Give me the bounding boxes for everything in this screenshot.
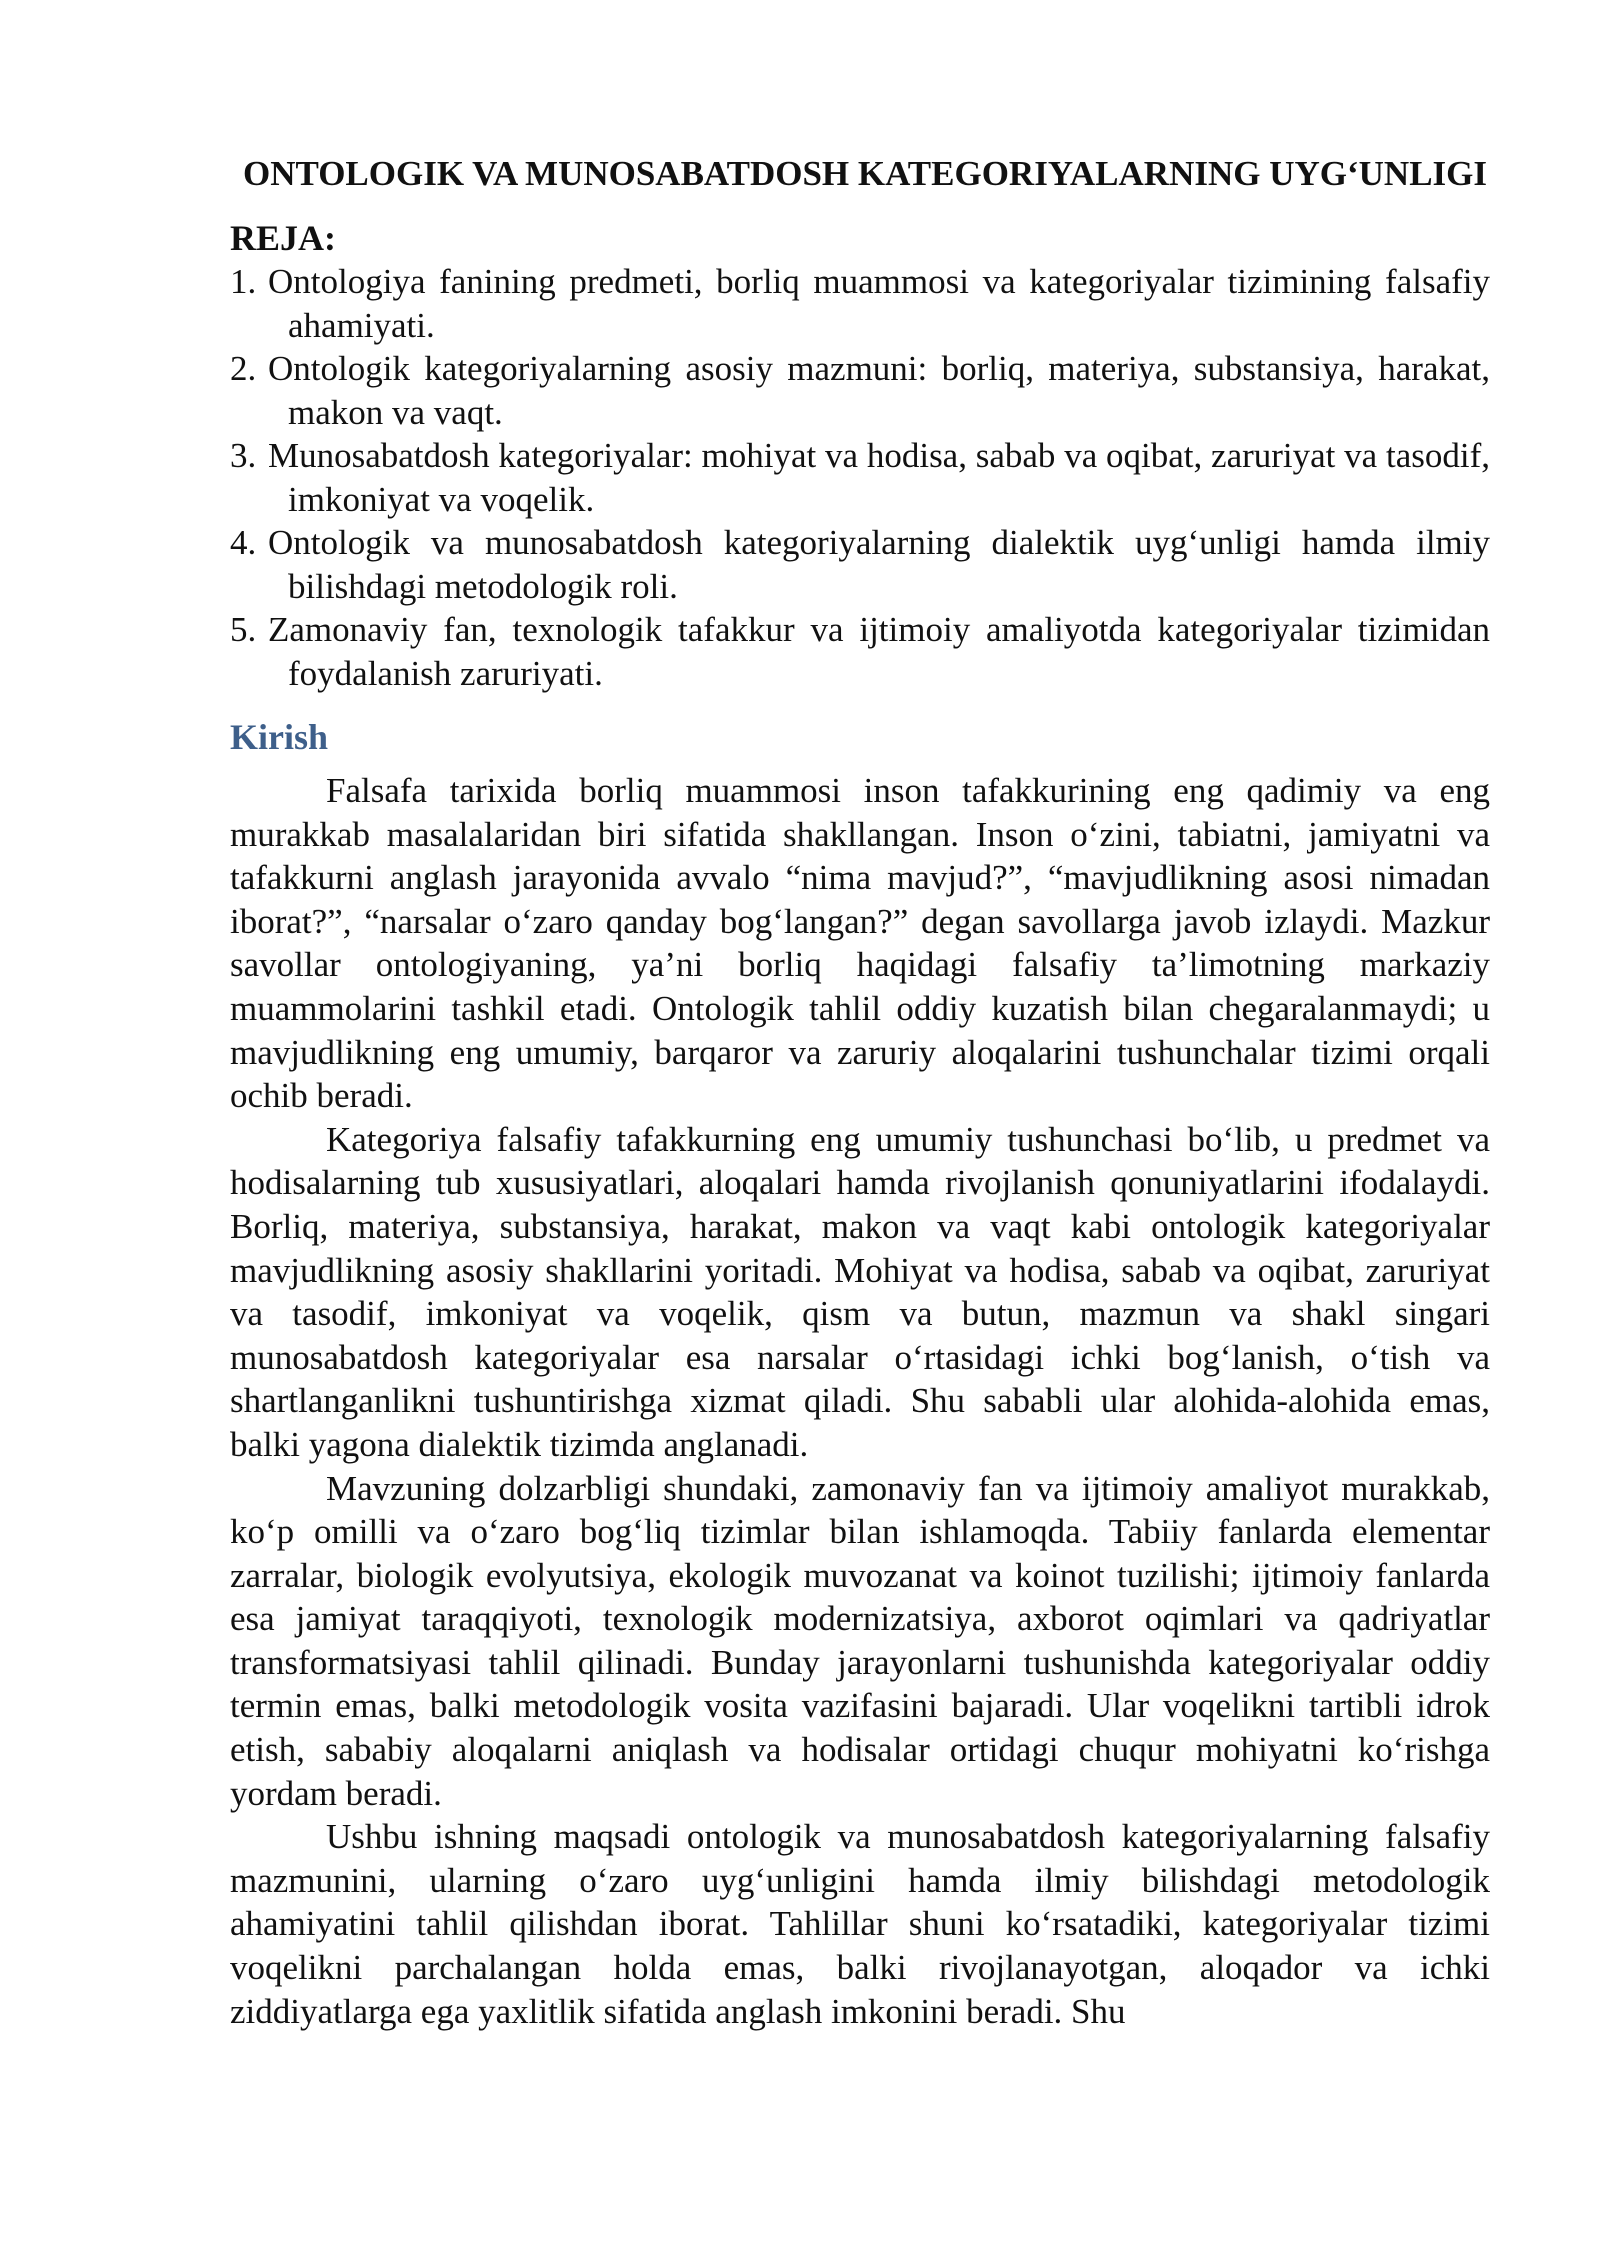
plan-item xyxy=(230,434,1490,521)
plan-item-text: Munosabatdosh kategoriyalar: mohiyat va hodisa, sabab va oqibat, zaruriyat va tasodif, imkoniyat va voqelik. xyxy=(268,436,1490,519)
page-title: ONTOLOGIK VA MUNOSABATDOSH KATEGORIYALARNING UYG‘UNLIGI xyxy=(242,154,1488,193)
body-paragraph: Falsafa tarixida borliq muammosi inson tafakkurining eng qadimiy va eng murakkab masalalaridan biri sifatida shakllangan. Inson o‘zini, tabiatni, jamiyatni va tafakkurni anglash jarayonida avvalo “nima mavjud?”, “mavjudlikning asosi nimadan iborat?”, “narsalar o‘zaro qanday bog‘langan?” degan savollarga javob izlaydi. Mazkur savollar ontologiyaning, ya’ni borliq haqidagi falsafiy ta’limotning markaziy muammolarini tashkil etadi. Ontologik tahlil oddiy kuzatish bilan chegaralanmaydi; u mavjudlikning eng umumiy, barqaror va zaruriy aloqalarini tushunchalar tizimi orqali ochib beradi. xyxy=(230,771,1490,1116)
plan-list xyxy=(230,260,1490,695)
plan-item xyxy=(230,521,1490,608)
plan-item-text: Ontologiya fanining predmeti, borliq muammosi va kategoriyalar tizimining falsafiy ahamiyati. xyxy=(268,262,1490,345)
plan-item xyxy=(230,608,1490,695)
plan-item-text: Ontologik va munosabatdosh kategoriyalarning dialektik uyg‘unligi hamda ilmiy bilishdagi metodologik roli. xyxy=(268,523,1490,606)
plan-item xyxy=(230,260,1490,347)
plan-item-text: Ontologik kategoriyalarning asosiy mazmuni: borliq, materiya, substansiya, harakat, makon va vaqt. xyxy=(268,349,1490,432)
plan-item-number: 3. xyxy=(230,436,257,475)
body-paragraph: Kategoriya falsafiy tafakkurning eng umumiy tushunchasi bo‘lib, u predmet va hodisalarning tub xususiyatlari, aloqalari hamda rivojlanish qonuniyatlarini ifodalaydi. Borliq, materiya, substansiya, harakat, makon va vaqt kabi ontologik kategoriyalar mavjudlikning asosiy shakllarini yoritadi. Mohiyat va hodisa, sabab va oqibat, zaruriyat va tasodif, imkoniyat va voqelik, qism va butun, mazmun va shakl singari munosabatdosh kategoriyalar esa narsalar o‘rtasidagi ichki bog‘lanish, o‘tish va shartlanganlikni tushuntirishga xizmat qiladi. Shu sababli ular alohida-alohida emas, balki yagona dialektik tizimda anglanadi. xyxy=(230,1119,1490,1464)
section-heading-kirish: Kirish xyxy=(230,717,329,757)
plan-item-number: 2. xyxy=(230,349,257,388)
body-paragraph: Ushbu ishning maqsadi ontologik va munosabatdosh kategoriyalarning falsafiy mazmunini, ularning o‘zaro uyg‘unligini hamda ilmiy bilishdagi metodologik ahamiyatini tahlil qilishdan iborat. Tahlillar shuni ko‘rsatadiki, kategoriyalar tizimi voqelikni parchalangan holda emas, balki rivojlanayotgan, aloqador va ichki ziddiyatlarga ega yaxlitlik sifatida anglash imkonini beradi. Shu xyxy=(230,1817,1490,2031)
body-paragraph: Mavzuning dolzarbligi shundaki, zamonaviy fan va ijtimoiy amaliyot murakkab, ko‘p omilli va o‘zaro bog‘liq tizimlar bilan ishlamoqda. Tabiiy fanlarda elementar zarralar, biologik evolyutsiya, ekologik muvozanat va koinot tuzilishi; ijtimoiy fanlarda esa jamiyat taraqqiyoti, texnologik modernizatsiya, axborot oqimlari va qadriyatlar transformatsiyasi tahlil qilinadi. Bunday jarayonlarni tushunishda kategoriyalar oddiy termin emas, balki metodologik vosita vazifasini bajaradi. Ular voqelikni tartibli idrok etish, sababiy aloqalarni aniqlash va hodisalar ortidagi chuqur mohiyatni ko‘rishga yordam beradi. xyxy=(230,1468,1490,1813)
plan-item-text: Zamonaviy fan, texnologik tafakkur va ijtimoiy amaliyotda kategoriyalar tizimidan foydalanish zaruriyati. xyxy=(268,610,1490,693)
plan-item-number: 5. xyxy=(230,610,257,649)
plan-item xyxy=(230,347,1490,434)
plan-item-number: 1. xyxy=(230,262,257,301)
plan-heading: REJA: xyxy=(230,218,336,258)
plan-item-number: 4. xyxy=(230,523,257,562)
